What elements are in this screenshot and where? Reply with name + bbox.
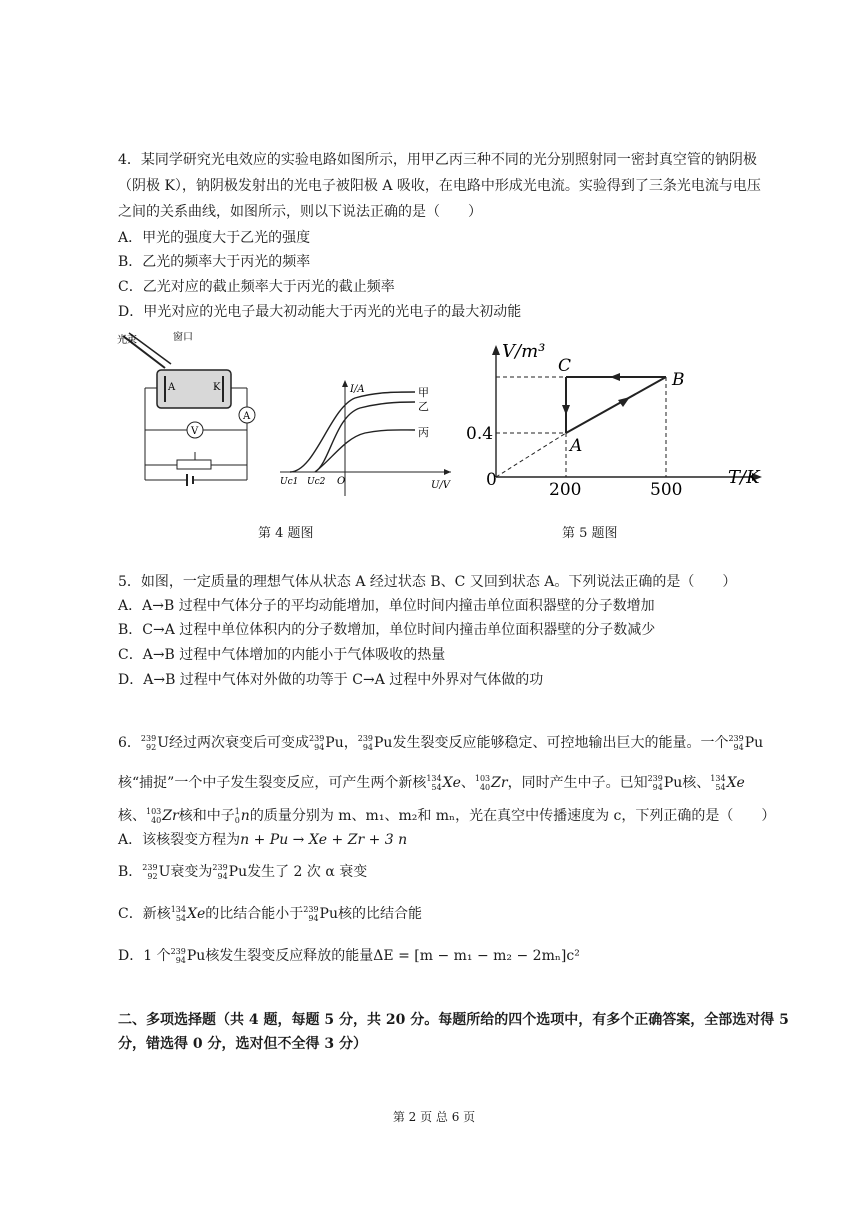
x-tick-500: 500 [650,480,683,500]
q5-option-c: C．A→B 过程中气体增加的内能小于气体吸收的热量 [118,647,446,663]
curve-bing-label: 丙 [418,426,429,439]
q6-line1: 6． 239 92 U经过两次衰变后可变成 239 94 Pu， 239 94 Pu发生裂变反应能够稳定、可控地输出巨大的能量。一个 239 94 Pu [118,734,764,752]
q5-stem: 5．如图，一定质量的理想气体从状态 A 经过状态 B、C 又回到状态 A。下列说法正确的是（ ） [118,574,737,590]
curve-yi [315,402,415,472]
q4-figure-caption: 第 4 题图 [258,526,314,541]
q4-option-a: A．甲光的强度大于乙光的强度 [118,230,311,246]
q4-stem-line1: 4．某同学研究光电效应的实验电路如图所示，用甲乙丙三种不同的光分别照射同一密封真空管的钠阴极 [118,152,757,168]
q4-option-b: B．乙光的频率大于丙光的频率 [118,254,311,270]
q4-stem-line2: （阴极 K），钠阴极发射出的光电子被阳极 A 吸收，在电路中形成光电流。实验得到了三条光电流与电压 [118,178,761,194]
curve-bing [315,430,415,472]
point-b-label: B [672,370,685,390]
q6-option-a: A．该核裂变方程为n + Pu → Xe + Zr + 3 n [118,832,408,848]
page-footer: 第 2 页 总 6 页 [392,1110,476,1124]
q4-circuit-diagram [115,330,260,500]
point-a-label: A [570,436,583,456]
section2-heading-line1: 二、多项选择题（共 4 题，每题 5 分，共 20 分。每题所给的四个选项中，有多个正确答案，全部选对得 5 [118,1012,789,1028]
q5-figure-caption: 第 5 题图 [562,526,618,541]
q5-option-d: D．A→B 过程中气体对外做的功等于 C→A 过程中外界对气体做的功 [118,672,544,688]
y-axis-label: V/m³ [502,341,546,362]
origin-label: O [337,476,346,487]
curve-jia-label: 甲 [418,386,429,399]
curve-yi-label: 乙 [418,400,429,413]
x-axis-label: T/K [728,467,760,488]
q6-option-c: C．新核 134 54 Xe的比结合能小于 239 94 Pu核的比结合能 [118,905,422,923]
q5-vt-chart [460,335,770,500]
uc1-label: Uc1 [280,477,299,487]
point-c-label: C [558,356,572,376]
svg-text:V: V [191,426,199,437]
svg-text:A: A [243,411,251,422]
rheostat [177,460,211,469]
curve-jia [290,392,415,472]
process-a-b [566,377,666,433]
u-axis-label: U/V [431,480,451,491]
uc2-label: Uc2 [307,477,326,487]
light-beam-label: 光束 [117,335,137,346]
q5-option-a: A．A→B 过程中气体分子的平均动能增加，单位时间内撞击单位面积器壁的分子数增加 [118,598,655,614]
section2-heading-line2: 分，错选得 0 分，选对但不全得 3 分） [118,1036,367,1052]
q6-option-b: B． 239 92 U衰变为 239 94 Pu发生了 2 次 α 衰变 [118,863,368,881]
window-label: 窗口 [173,332,193,343]
q6-line2: 核“捕捉”一个中子发生裂变反应，可产生两个新核 134 54 Xe、 103 40 Zr，同时产生中子。已知 239 94 Pu核、 134 54 Xe [118,774,745,792]
q4-iu-graph [275,378,455,500]
q6-option-d: D．1 个 239 94 Pu核发生裂变反应释放的能量ΔE = [m − m₁ − m₂ − 2mₙ]c² [118,947,580,965]
origin-label: 0 [486,470,497,490]
x-tick-200: 200 [549,480,582,500]
i-axis-label: I/A [350,384,365,395]
q4-option-c: C．乙光对应的截止频率大于丙光的截止频率 [118,279,395,295]
cathode-label: K [213,382,221,393]
q5-option-b: B．C→A 过程中单位体积内的分子数增加，单位时间内撞击单位面积器壁的分子数减少 [118,622,656,638]
y-tick-04: 0.4 [466,424,494,444]
q4-option-d: D．甲光对应的光电子最大初动能大于丙光的光电子的最大初动能 [118,304,522,320]
q4-stem-line3: 之间的关系曲线，如图所示，则以下说法正确的是（ ） [118,204,482,220]
anode-label: A [168,382,176,393]
q6-line3: 核、 103 40 Zr核和中子 1 0 n的质量分别为 m、m₁、m₂和 mₙ，光在真空中传播速度为 c，下列正确的是（ ） [118,807,776,825]
